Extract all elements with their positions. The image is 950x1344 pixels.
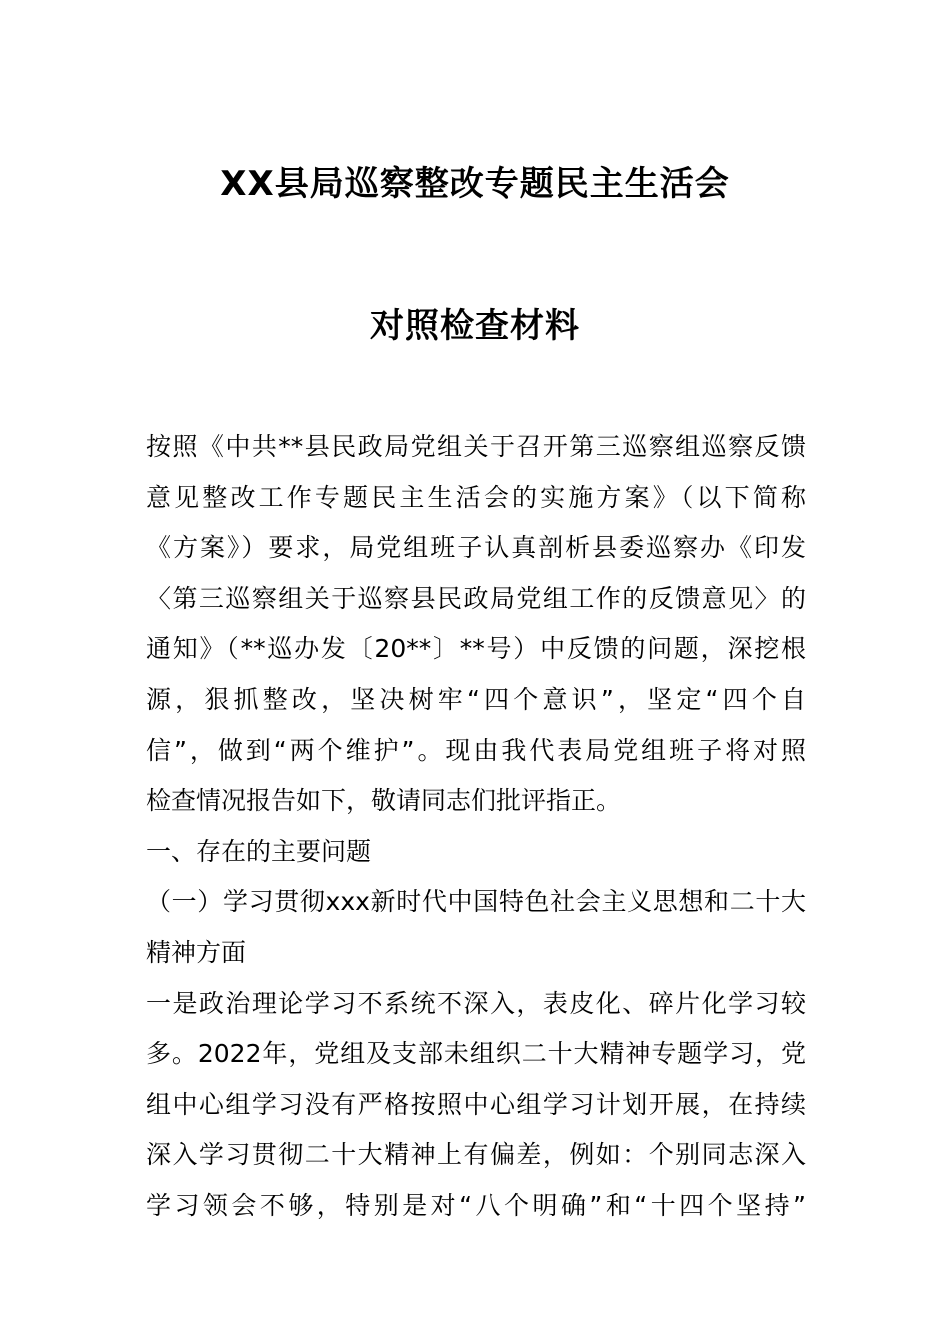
body-line: 深入学习贯彻二十大精神上有偏差，例如：个别同志深入 (146, 1140, 806, 1170)
body-line: 组中心组学习没有严格按照中心组学习计划开展，在持续 (146, 1089, 806, 1119)
body-line: 学习领会不够，特别是对“八个明确”和“十四个坚持” (146, 1190, 806, 1220)
body-line: 检查情况报告如下，敬请同志们批评指正。 (146, 786, 622, 816)
document-body (146, 422, 806, 1232)
body-line: 按照《中共**县民政局党组关于召开第三巡察组巡察反馈 (146, 432, 806, 461)
body-line: 《方案》）要求，局党组班子认真剖析县委巡察办《印发 (146, 533, 806, 563)
document-title-line-2: 对照检查材料 (370, 306, 580, 346)
section-heading: 一、存在的主要问题 (146, 836, 372, 866)
document-title-line-1: XX县局巡察整改专题民主生活会 (220, 164, 730, 204)
body-line: 一是政治理论学习不系统不深入，表皮化、碎片化学习较 (146, 988, 806, 1018)
subsection-heading-cont: 精神方面 (146, 937, 247, 967)
body-line: 〈第三巡察组关于巡察县民政局党组工作的反馈意见〉的 (146, 583, 806, 613)
body-line: 信”，做到“两个维护”。现由我代表局党组班子将对照 (146, 735, 806, 765)
body-line: 多。2022年，党组及支部未组织二十大精神专题学习，党 (146, 1039, 806, 1069)
body-line: 通知》（**巡办发〔20**〕**号）中反馈的问题，深挖根 (146, 634, 806, 664)
body-line: 意见整改工作专题民主生活会的实施方案》（以下简称 (146, 482, 806, 512)
body-line: 源，狠抓整改，坚决树牢“四个意识”，坚定“四个自 (146, 684, 806, 714)
subsection-heading: （一）学习贯彻xxx新时代中国特色社会主义思想和二十大 (146, 887, 806, 917)
